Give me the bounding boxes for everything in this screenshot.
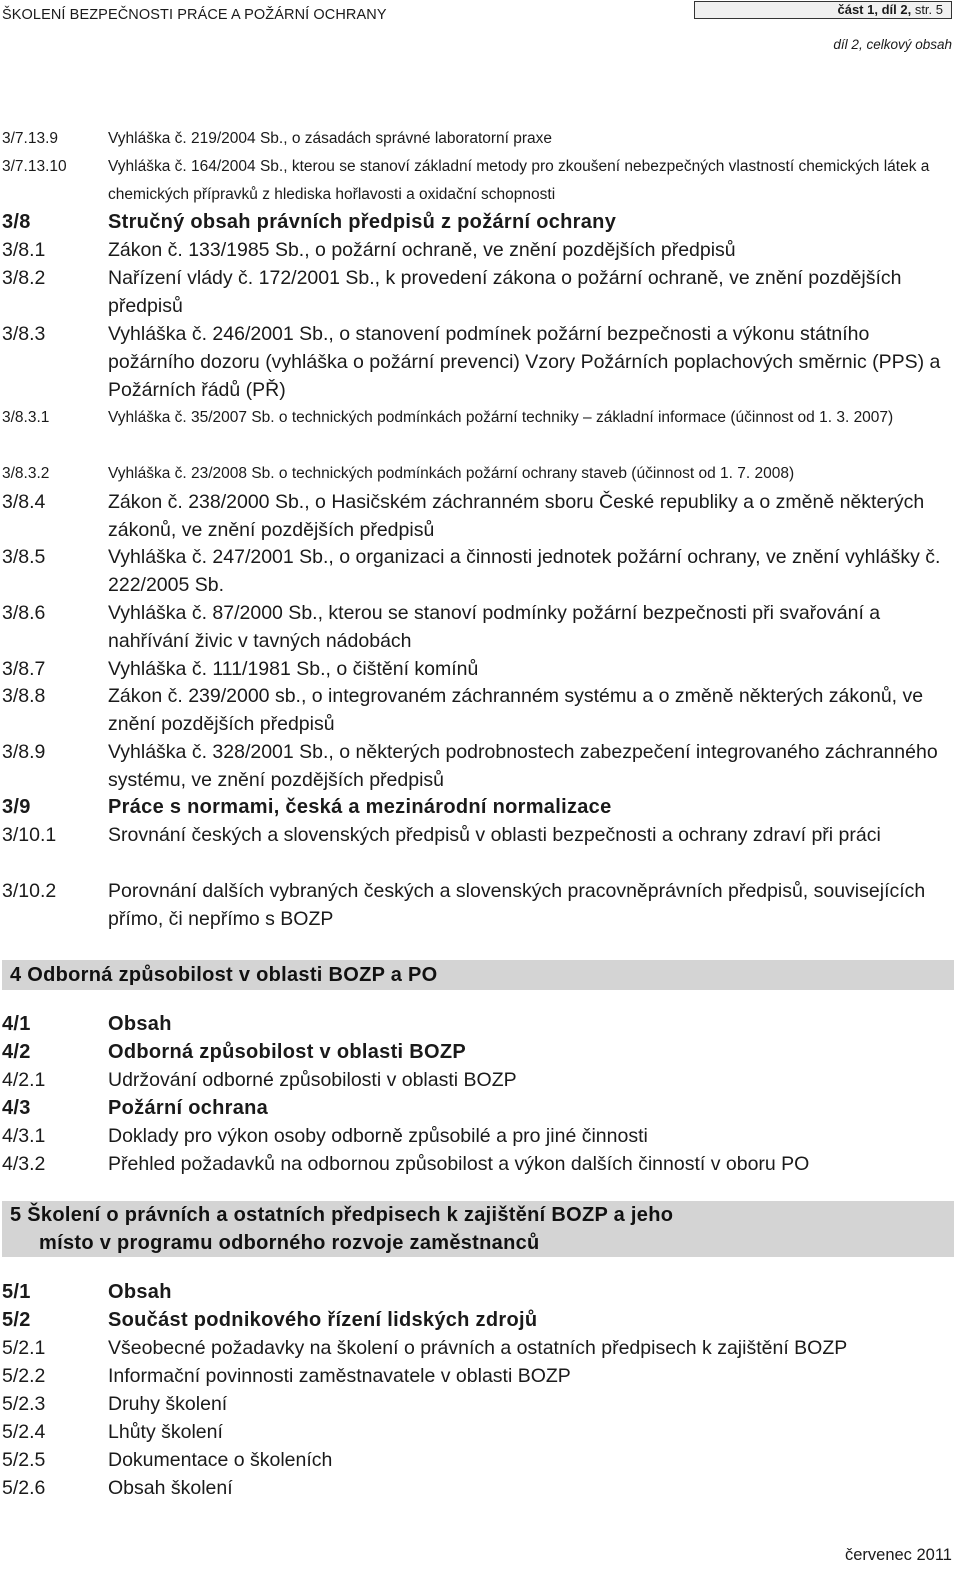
running-header-subtitle: díl 2, celkový obsah (833, 37, 952, 52)
toc-number: 4/3 (2, 1097, 31, 1119)
toc-text: Lhůty školení (108, 1421, 223, 1443)
toc-number: 3/10.1 (2, 824, 57, 846)
toc-text: Dokumentace o školeních (108, 1449, 333, 1471)
toc-number: 3/8.6 (2, 602, 46, 624)
toc-text: Všeobecné požadavky na školení o právních a ostatních předpisech k zajištění BOZP (108, 1337, 848, 1359)
toc-text: Zákon č. 133/1985 Sb., o požární ochraně, ve znění pozdějších předpisů (108, 239, 736, 261)
toc-text: Vyhláška č. 328/2001 Sb., o některých podrobnostech zabezpečení integrovaného záchranného systému, ve znění pozdějších předpisů (108, 741, 938, 791)
section-heading-5-line2: místo v programu odborného rozvoje zaměstnanců (39, 1232, 540, 1254)
toc-text: Udržování odborné způsobilosti v oblasti BOZP (108, 1069, 517, 1091)
toc-number: 3/7.13.9 (2, 130, 59, 147)
page-label: str. 5 (914, 2, 943, 17)
toc-text: Odborná způsobilost v oblasti BOZP (108, 1041, 466, 1063)
toc-text: Obsah školení (108, 1477, 233, 1499)
toc-text: Práce s normami, česká a mezinárodní normalizace (108, 796, 612, 818)
toc-number: 3/8.8 (2, 685, 46, 707)
toc-text: Součást podnikového řízení lidských zdrojů (108, 1309, 538, 1331)
toc-text: Požární ochrana (108, 1097, 269, 1119)
toc-text: Vyhláška č. 164/2004 Sb., kterou se stanoví základní metody pro zkoušení nebezpečných vlastností chemických látek a chemických přípravků z hlediska hořlavosti a oxidační schopnosti (108, 158, 930, 203)
toc-number: 3/8 (2, 211, 31, 233)
toc-text: Vyhláška č. 247/2001 Sb., o organizaci a činnosti jednotek požární ochrany, ve znění vyhlášky č. 222/2005 Sb. (108, 546, 941, 596)
toc-number: 3/8.3.1 (2, 409, 50, 426)
toc-text: Vyhláška č. 111/1981 Sb., o čištění komínů (108, 658, 479, 680)
toc-text: Zákon č. 239/2000 sb., o integrovaném záchranném systému a o změně některých zákonů, ve znění pozdějších předpisů (108, 685, 924, 735)
toc-text: Vyhláška č. 35/2007 Sb. o technických podmínkách požární techniky – základní informace (účinnost od 1. 3. 2007) (108, 409, 894, 426)
toc-number: 3/8.3 (2, 323, 46, 345)
toc-number: 3/10.2 (2, 880, 57, 902)
toc-number: 3/8.2 (2, 267, 46, 289)
toc-text: Zákon č. 238/2000 Sb., o Hasičském záchranném sboru České republiky a o změně některých zákonů, ve znění pozdějších předpisů (108, 491, 925, 541)
toc-number: 4/1 (2, 1013, 31, 1035)
running-header-title: ŠKOLENÍ BEZPEČNOSTI PRÁCE A POŽÁRNÍ OCHRANY (2, 7, 387, 23)
toc-number: 5/2 (2, 1309, 31, 1331)
toc-number: 3/8.5 (2, 546, 46, 568)
toc-text: Vyhláška č. 87/2000 Sb., kterou se stanoví podmínky požární bezpečnosti při svařování a nahřívání živic v tavných nádobách (108, 602, 881, 652)
toc-number: 5/1 (2, 1281, 31, 1303)
toc-number: 4/3.1 (2, 1125, 46, 1147)
toc-text: Vyhláška č. 219/2004 Sb., o zásadách správné laboratorní praxe (108, 130, 553, 147)
toc-number: 4/2.1 (2, 1069, 46, 1091)
page-locator-box (694, 1, 952, 19)
toc-number: 3/8.9 (2, 741, 46, 763)
toc-text: Přehled požadavků na odbornou způsobilost a výkon dalších činností v oboru PO (108, 1153, 810, 1175)
toc-number: 4/3.2 (2, 1153, 46, 1175)
section-heading-5-line1: 5 Školení o právních a ostatních předpisech k zajištění BOZP a jeho (10, 1204, 674, 1226)
section-heading-5 (2, 1201, 954, 1257)
toc-number: 3/8.4 (2, 491, 46, 513)
toc-number: 5/2.5 (2, 1449, 46, 1471)
footer-date: červenec 2011 (844, 1546, 952, 1564)
toc-text: Vyhláška č. 23/2008 Sb. o technických podmínkách požární ochrany staveb (účinnost od 1. 7. 2008) (108, 465, 795, 482)
toc-number: 5/2.3 (2, 1393, 46, 1415)
toc-number: 5/2.2 (2, 1365, 46, 1387)
toc-text: Stručný obsah právních předpisů z požární ochrany (108, 211, 617, 233)
toc-number: 3/8.3.2 (2, 465, 50, 482)
toc-text: Vyhláška č. 246/2001 Sb., o stanovení podmínek požární bezpečnosti a výkonu státního požárního dozoru (vyhláška o požární prevenci) Vzory Požárních poplachových směrnic (PPS) a Požárních řádů (PŘ) (108, 323, 941, 401)
toc-number: 5/2.1 (2, 1337, 46, 1359)
section-heading-4: 4 Odborná způsobilost v oblasti BOZP a PO (2, 960, 954, 990)
toc-text: Obsah (108, 1013, 172, 1035)
toc-number: 3/8.1 (2, 239, 46, 261)
part-label: část 1, díl 2, (837, 2, 912, 17)
toc-text: Nařízení vlády č. 172/2001 Sb., k provedení zákona o požární ochraně, ve znění pozdějších předpisů (108, 267, 902, 317)
toc-number: 5/2.4 (2, 1421, 46, 1443)
toc-number: 3/7.13.10 (2, 158, 67, 175)
toc-text: Srovnání českých a slovenských předpisů v oblasti bezpečnosti a ochrany zdraví při práci (108, 824, 881, 846)
toc-text: Doklady pro výkon osoby odborně způsobilé a pro jiné činnosti (108, 1125, 648, 1147)
toc-number: 3/8.7 (2, 658, 46, 680)
toc-number: 5/2.6 (2, 1477, 46, 1499)
toc-text: Obsah (108, 1281, 172, 1303)
toc-text: Porovnání dalších vybraných českých a slovenských pracovněprávních předpisů, souvisejících přímo, či nepřímo s BOZP (108, 880, 926, 930)
toc-number: 4/2 (2, 1041, 31, 1063)
toc-number: 3/9 (2, 796, 31, 818)
toc-text: Informační povinnosti zaměstnavatele v oblasti BOZP (108, 1365, 571, 1387)
toc-text: Druhy školení (108, 1393, 228, 1415)
